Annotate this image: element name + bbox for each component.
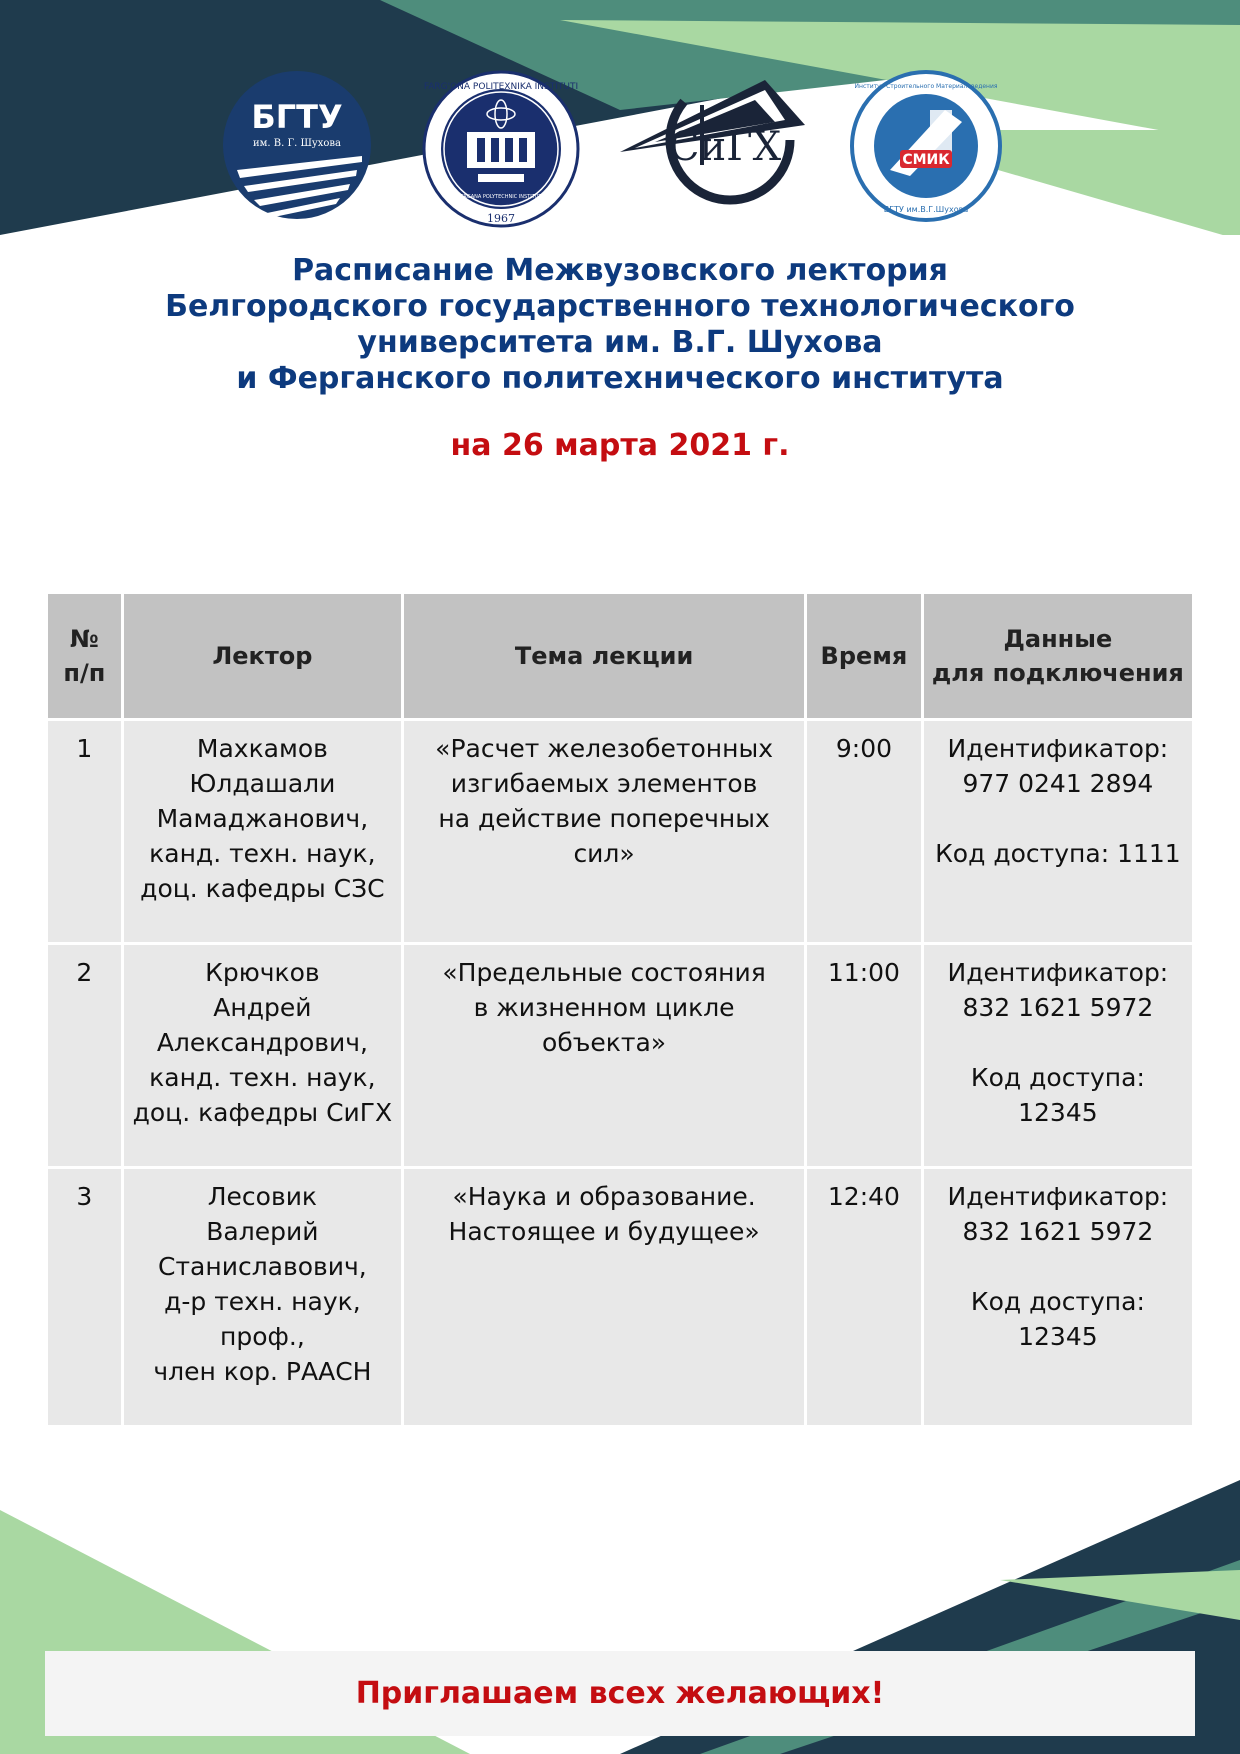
cell-time: 11:00	[807, 945, 921, 1169]
header-num: № п/п	[48, 594, 121, 721]
cell-time: 12:40	[807, 1169, 921, 1428]
footer-banner	[45, 1651, 1195, 1736]
cell-topic: «Расчет железобетонных изгибаемых элементов на действие поперечных сил»	[404, 721, 804, 945]
schedule-date: на 26 марта 2021 г.	[450, 428, 790, 463]
invitation-text: Приглашаем всех желающих!	[355, 1676, 885, 1711]
logos-row	[0, 70, 1240, 250]
bgtu-logo-title: БГТУ	[251, 98, 343, 136]
cell-time: 9:00	[807, 721, 921, 945]
bgtu-logo-subtitle: им. В. Г. Шухова	[252, 138, 342, 149]
smik-logo-arc-text: Институт Строительного Материаловедения	[854, 83, 998, 90]
header-topic: Тема лекции	[404, 594, 804, 721]
header-connection: Данные для подключения	[924, 594, 1192, 721]
fergana-logo-arc-text: FARG'ONA POLITEXNIKA INSTITUTI	[423, 82, 579, 92]
schedule-table	[45, 594, 1195, 1428]
bgtu-logo	[222, 70, 372, 220]
fergana-logo	[422, 70, 580, 228]
title-line-1: Расписание Межвузовского лектория	[292, 253, 948, 288]
page-heading	[0, 253, 1240, 463]
cell-connection: Идентификатор: 832 1621 5972 Код доступа: 12345	[924, 945, 1192, 1169]
smik-logo-label: СМИК	[902, 152, 950, 168]
header-time: Время	[807, 594, 921, 721]
sigh-logo-letters: СиГХ	[668, 124, 782, 170]
cell-topic: «Предельные состояния в жизненном цикле объекта»	[404, 945, 804, 1169]
fergana-logo-bottom-text: FERGANA POLYTECHNIC INSTITUTE	[457, 194, 545, 200]
title-line-3: университета им. В.Г. Шухова	[357, 325, 883, 360]
title-line-2: Белгородского государственного технологического	[165, 289, 1075, 324]
title-line-4: и Ферганского политехнического института	[236, 361, 1004, 396]
table-row	[48, 945, 1192, 1169]
cell-connection: Идентификатор: 832 1621 5972 Код доступа: 12345	[924, 1169, 1192, 1428]
cell-topic: «Наука и образование. Настоящее и будущее»	[404, 1169, 804, 1428]
table-header-row	[48, 594, 1192, 721]
cell-connection: Идентификатор: 977 0241 2894 Код доступа: 1111	[924, 721, 1192, 945]
sigh-logo	[615, 70, 815, 220]
cell-num: 3	[48, 1169, 121, 1428]
smik-logo-bottom-text: БГТУ им.В.Г.Шухова	[883, 205, 969, 214]
cell-num: 1	[48, 721, 121, 945]
table-row	[48, 1169, 1192, 1428]
cell-num: 2	[48, 945, 121, 1169]
header-lecturer: Лектор	[124, 594, 401, 721]
cell-lecturer: Крючков Андрей Александрович, канд. техн. наук, доц. кафедры СиГХ	[124, 945, 401, 1169]
fergana-logo-year: 1967	[487, 212, 515, 225]
cell-lecturer: Лесовик Валерий Станиславович, д-р техн. наук, проф., член кор. РААСН	[124, 1169, 401, 1428]
cell-lecturer: Махкамов Юлдашали Мамаджанович, канд. техн. наук, доц. кафедры СЗС	[124, 721, 401, 945]
table-row	[48, 721, 1192, 945]
smik-logo	[850, 70, 1002, 222]
